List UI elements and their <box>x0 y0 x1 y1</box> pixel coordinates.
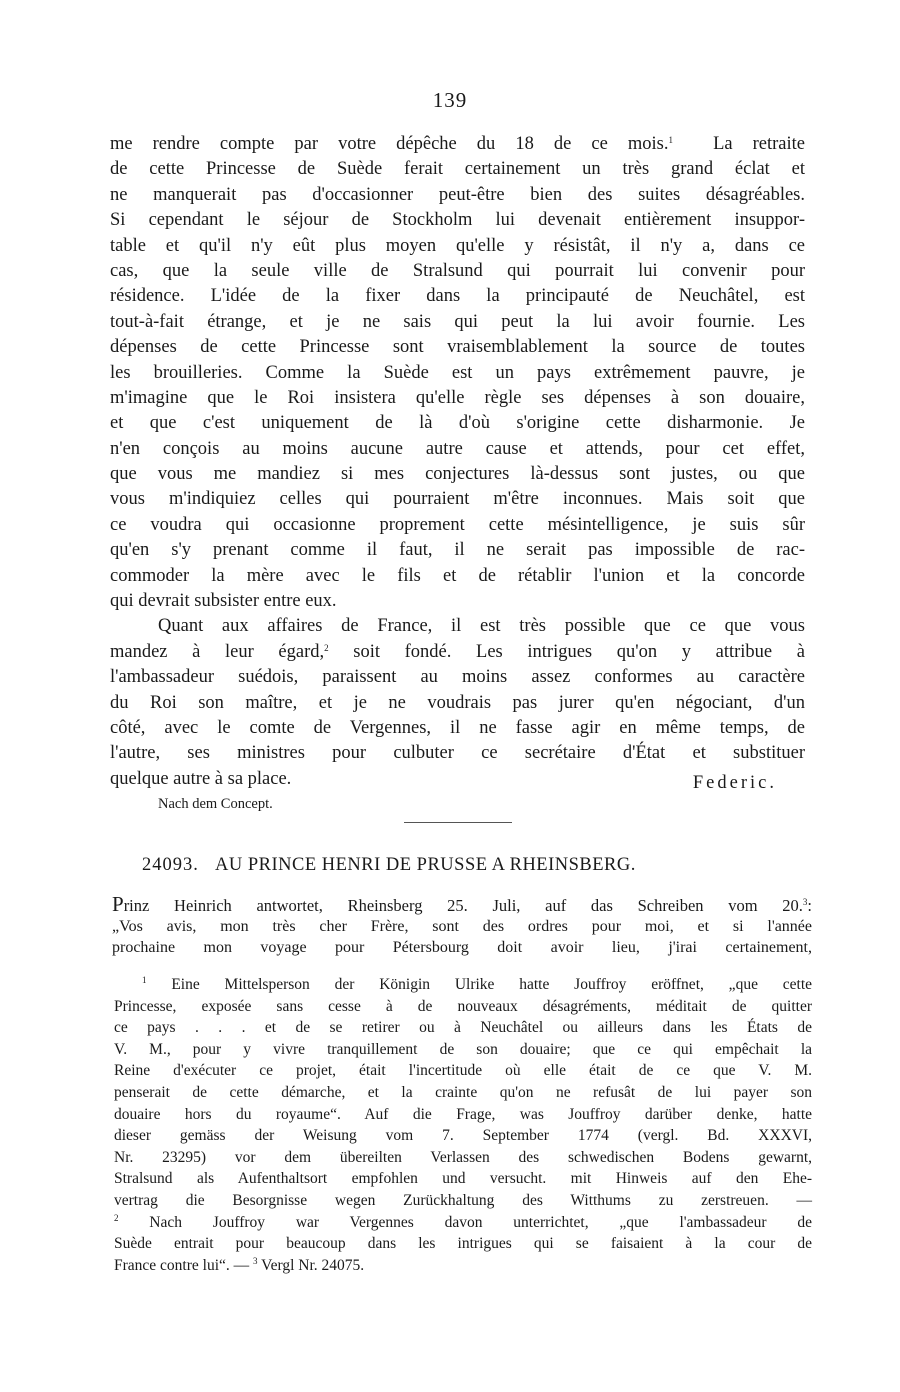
footnote-line: vertrag die Besorgnisse wegen Zurückhaltung des Witthums zu zerstreuen. — <box>114 1191 812 1209</box>
letter-line: résidence. L'idée de la fixer dans la principauté de Neuchâtel, est <box>110 286 805 307</box>
footnote-line <box>114 1255 812 1277</box>
letter-line: cas, que la seule ville de Stralsund qui pourrait lui convenir pour <box>110 260 805 281</box>
letter-line: de cette Princesse de Suède ferait certainement un très grand éclat et <box>110 159 805 180</box>
letter-line: ce voudra qui occasionne proprement cette mésintelligence, je suis sûr <box>110 514 805 535</box>
footnote-text: Eine Mittelsperson der Königin Ulrike hatte Jouffroy eröffnet, „que cette <box>171 976 813 993</box>
footnote-text: France contre lui“. — <box>114 1256 254 1274</box>
letter-line: ne manquerait pas d'occasionner peut-être bien des suites désagréables. <box>110 184 805 205</box>
letter-line: l'ambassadeur suédois, paraissent au moins assez conformes au caractère <box>110 667 805 688</box>
letter-line: qui devrait subsister entre eux. <box>110 591 337 612</box>
letter-line: les brouilleries. Comme la Suède est un pays extrêmement pauvre, je <box>110 362 805 383</box>
letter-line: dépenses de cette Princesse sont vraisemblablement la source de toutes <box>110 337 805 358</box>
drop-initial: P <box>112 892 124 916</box>
reply-line: prochaine mon voyage pour Pétersbourg doit avoir lieu, j'irai certainement, <box>112 939 812 956</box>
letter-line: m'imagine que le Roi insistera qu'elle règle ses dépenses à son douaire, <box>110 387 805 408</box>
letter-line: Si cependant le séjour de Stockholm lui devenait entièrement insuppor- <box>110 210 805 231</box>
letter-line: l'autre, ses ministres pour culbuter ce secrétaire d'État et substituer <box>110 743 805 764</box>
letter-line: commoder la mère avec le fils et de rétablir l'union et la concorde <box>110 565 805 586</box>
section-divider <box>404 822 512 823</box>
footnote-line: V. M., pour y vivre tranquillement de son douaire; que ce qui empêchait la <box>114 1040 812 1058</box>
letter-line: que vous me mandiez si mes conjectures là-dessus sont justes, ou que <box>110 464 805 485</box>
letter-line: n'en conçois au moins aucune autre cause et attends, pour cet effet, <box>110 438 805 459</box>
letter-heading <box>142 855 636 876</box>
letter-line-text: quelque autre à sa place. <box>110 768 292 789</box>
footnote-line: douaire hors du royaume“. Auf die Frage, was Jouffroy darüber denke, hatte <box>114 1105 812 1123</box>
letter-line-text: me rendre compte par votre dépêche du 18 de ce mois. <box>110 134 669 154</box>
footnote-marker: 2 <box>324 642 329 653</box>
footnote-line <box>114 974 812 996</box>
footnote-line: Princesse, exposée sans cesse à de nouveaux désagréments, méditait de quitter <box>114 997 812 1015</box>
footnote-line: Reine d'exécuter ce projet, était l'incertitude où elle était de ce que V. M. <box>114 1062 812 1080</box>
letter-line: table et qu'il n'y eût plus moyen qu'elle y résistât, il n'y a, dans ce <box>110 235 805 256</box>
source-note: Nach dem Concept. <box>158 796 273 812</box>
letter-line: qu'en s'y prenant comme il faut, il ne serait pas impossible de rac- <box>110 540 805 561</box>
footnote-marker: 3 <box>802 897 808 907</box>
footnote-line: penserait de cette démarche, et la crainte qu'on ne refusât de lui payer son <box>114 1083 812 1101</box>
reply-line-text: : <box>807 896 812 915</box>
letter-line: côté, avec le comte de Vergennes, il ne fasse agir en même temps, de <box>110 717 805 738</box>
footnote-number: 3 <box>253 1255 258 1266</box>
page-number: 139 <box>432 88 468 112</box>
footnote-line <box>114 1212 812 1234</box>
footnote-line: dieser gemäss der Weisung vom 7. September 1774 (vergl. Bd. XXXVI, <box>114 1127 812 1145</box>
letter-line-text: soit fondé. Les intrigues qu'on y attribue à <box>353 641 805 662</box>
letter-line: tout-à-fait étrange, et je ne sais qui peut la lui avoir fournie. Les <box>110 311 805 332</box>
footnotes <box>114 974 812 1276</box>
footnote-line: Nr. 23295) vor dem übereilten Verlassen des schwedischen Bodens gewarnt, <box>114 1148 812 1166</box>
reply-line-text: rinz Heinrich antwortet, Rheinsberg 25. Juli, auf das Schreiben vom 20. <box>123 896 803 915</box>
reply-line <box>112 894 812 916</box>
letter-line <box>110 640 805 665</box>
footnote-number: 2 <box>114 1212 119 1223</box>
letter-line-text: La retraite <box>713 134 806 154</box>
footnote-text: Nach Jouffroy war Vergennes davon unterrichtet, „que l'ambassadeur de <box>149 1213 813 1231</box>
footnote-marker: 1 <box>668 135 673 145</box>
signature: Federic. <box>692 772 777 793</box>
footnote-line: Stralsund als Aufenthaltsort empfohlen und versucht. mit Hinweis auf den Ehe- <box>114 1170 812 1188</box>
letter-title: AU PRINCE HENRI DE PRUSSE A RHEINSBERG. <box>214 855 636 875</box>
letter-body <box>110 132 805 792</box>
letter-line <box>110 767 805 792</box>
footnote-line: Suède entrait pour beaucoup dans les intrigues qui se faisaient à la cour de <box>114 1235 812 1253</box>
letter-line <box>110 132 805 157</box>
letter-number: 24093. <box>142 855 199 875</box>
letter-line: du Roi son maître, et je ne voudrais pas jurer qu'en négociant, d'un <box>110 692 805 713</box>
letter-line: et que c'est uniquement de là d'où s'origine cette disharmonie. Je <box>110 413 805 434</box>
letter-line-text: mandez à leur égard, <box>110 641 325 662</box>
footnote-number: 1 <box>142 975 147 985</box>
letter-line: vous m'indiquiez celles qui pourraient m'être inconnues. Mais soit que <box>110 489 805 510</box>
footnote-text: Vergl Nr. 24075. <box>261 1256 365 1274</box>
reply-line: „Vos avis, mon très cher Frère, sont des ordres pour moi, et si l'année <box>112 917 812 935</box>
reply-summary <box>112 894 812 959</box>
footnote-line: ce pays . . . et de se retirer ou à Neuchâtel ou ailleurs dans les États de <box>114 1019 812 1037</box>
letter-line: Quant aux affaires de France, il est très possible que ce que vous <box>158 616 805 637</box>
